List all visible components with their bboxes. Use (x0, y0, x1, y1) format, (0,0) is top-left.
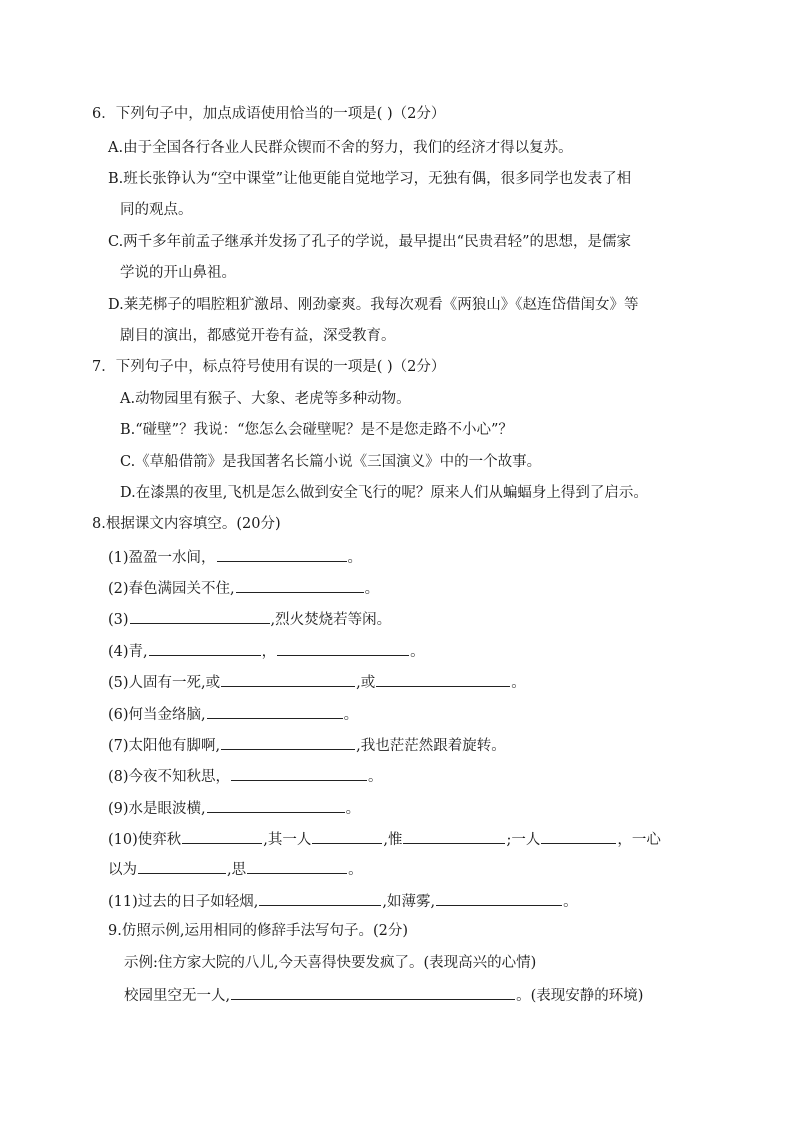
q8-item-7-end: ,我也茫茫然跟着旋转。 (356, 738, 506, 754)
q9-stem: 9.仿照示例,运用相同的修辞手法写句子。(2分) (108, 923, 408, 939)
q8-item-1 (108, 546, 362, 568)
q6-option-a: A.由于全国各行各业人民群众锲而不舍的努力，我们的经济才得以复苏。 (108, 140, 573, 156)
q8-item-2 (108, 577, 379, 599)
q8-item-8 (108, 765, 383, 787)
answer-blank[interactable] (130, 608, 270, 624)
q9-task-text: 校园里空无一人, (124, 988, 231, 1004)
q8-item-6-text: (6)何当金络脑, (108, 707, 206, 723)
q7-option-b: B.“碰壁”？我说：“您怎么会碰壁呢？是不是您走路不小心”？ (120, 422, 513, 438)
q8-item-8-end: 。 (368, 769, 383, 785)
q8-stem: 8.根据课文内容填空。(20分) (92, 516, 281, 532)
answer-blank[interactable] (207, 703, 343, 719)
answer-blank[interactable] (231, 765, 367, 781)
q8-item-10-text2: 以为 (108, 862, 137, 878)
q8-item-5 (108, 671, 526, 693)
q7-option-a: A.动物园里有猴子、大象、老虎等多种动物。 (120, 391, 411, 407)
q9-example: 示例:住方家大院的八儿,今天喜得快要发疯了。(表现高兴的心情) (124, 955, 537, 971)
answer-blank[interactable] (149, 640, 261, 656)
answer-blank[interactable] (236, 577, 364, 593)
q7-option-d: D.在漆黑的夜里,飞机是怎么做到安全飞行的呢？原来人们从蝙蝠身上得到了启示。 (120, 485, 648, 501)
q8-item-4-text: (4)青, (108, 644, 148, 660)
q8-item-7-text: (7)太阳他有脚啊, (108, 738, 221, 754)
q8-item-11 (108, 890, 578, 912)
answer-blank[interactable] (436, 890, 562, 906)
q6-option-c-line1: C.两千多年前孟子继承并发扬了孔子的学说，最早提出“民贵君轻”的思想，是儒家 (108, 234, 632, 250)
q8-item-10-sep4: ，一心 (617, 832, 661, 848)
q9-task-end: 。(表现安静的环境) (516, 988, 644, 1004)
q8-item-6 (108, 703, 358, 725)
q8-item-4-end: 。 (410, 644, 425, 660)
q8-item-1-end: 。 (347, 550, 363, 566)
q8-item-2-end: 。 (364, 581, 380, 597)
q8-item-3 (108, 608, 391, 630)
q6-option-d-line2: 剧目的演出，都感觉开卷有益，深受教育。 (120, 328, 396, 344)
q8-item-10-sep5: ,思 (227, 862, 247, 878)
answer-blank[interactable] (221, 734, 355, 750)
q8-item-10-text: (10)使弈秋 (108, 832, 182, 848)
q6-option-d-line1: D.莱芜梆子的唱腔粗犷激昂、刚劲豪爽。我每次观看《两狼山》《赵连岱借闺女》等 (108, 297, 639, 313)
q6-option-c-line2: 学说的开山鼻祖。 (120, 265, 236, 281)
q8-item-5-text: (5)人固有一死,或 (108, 675, 221, 691)
q8-item-10-end: 。 (348, 862, 363, 878)
q8-item-9 (108, 797, 360, 819)
q6-stem: 6．下列句子中，加点成语使用恰当的一项是( )（2分） (92, 106, 446, 122)
q8-item-8-text: (8)今夜不知秋思， (108, 769, 231, 785)
q8-item-10-line2 (108, 858, 363, 880)
answer-blank[interactable] (217, 546, 347, 562)
answer-blank[interactable] (182, 828, 262, 844)
q7-option-c: C.《草船借箭》是我国著名长篇小说《三国演义》中的一个故事。 (120, 454, 542, 470)
q8-item-7 (108, 734, 506, 756)
q8-item-10-sep3: ;一人 (506, 832, 541, 848)
q8-item-5-sep: ,或 (356, 675, 376, 691)
answer-blank[interactable] (541, 828, 616, 844)
answer-blank[interactable] (221, 671, 355, 687)
q9-task (124, 984, 643, 1006)
q8-item-4 (108, 640, 425, 662)
q8-item-10-line1 (108, 828, 661, 850)
q8-item-9-text: (9)水是眼波横, (108, 801, 206, 817)
answer-blank[interactable] (312, 828, 382, 844)
q8-item-1-text: (1)盈盈一水间， (108, 550, 216, 566)
q8-item-4-sep: ， (261, 644, 277, 660)
answer-blank[interactable] (207, 797, 345, 813)
q6-option-b-line1: B.班长张铮认为“空中课堂”让他更能自觉地学习，无独有偶，很多同学也发表了相 (108, 171, 632, 187)
q8-item-11-text: (11)过去的日子如轻烟, (108, 894, 259, 910)
q8-item-3-text: (3) (108, 612, 129, 628)
answer-blank[interactable] (277, 640, 409, 656)
answer-blank[interactable] (403, 828, 505, 844)
answer-blank[interactable] (247, 858, 347, 874)
q8-item-5-end: 。 (511, 675, 526, 691)
q8-item-11-end: 。 (563, 894, 578, 910)
q8-item-10-sep2: ,惟 (383, 832, 403, 848)
q8-item-9-end: 。 (345, 801, 361, 817)
q8-item-6-end: 。 (343, 707, 359, 723)
q6-option-b-line2: 同的观点。 (120, 202, 193, 218)
q8-item-10-sep1: ,其一人 (263, 832, 312, 848)
q7-stem: 7．下列句子中，标点符号使用有误的一项是( )（2分） (92, 359, 446, 375)
q8-item-2-text: (2)春色满园关不住, (108, 581, 235, 597)
q8-item-3-end: ,烈火焚烧若等闲。 (270, 612, 392, 628)
q8-item-11-sep: ,如薄雾, (382, 894, 436, 910)
answer-blank[interactable] (231, 984, 515, 1000)
answer-blank[interactable] (259, 890, 381, 906)
answer-blank[interactable] (376, 671, 510, 687)
answer-blank[interactable] (138, 858, 226, 874)
